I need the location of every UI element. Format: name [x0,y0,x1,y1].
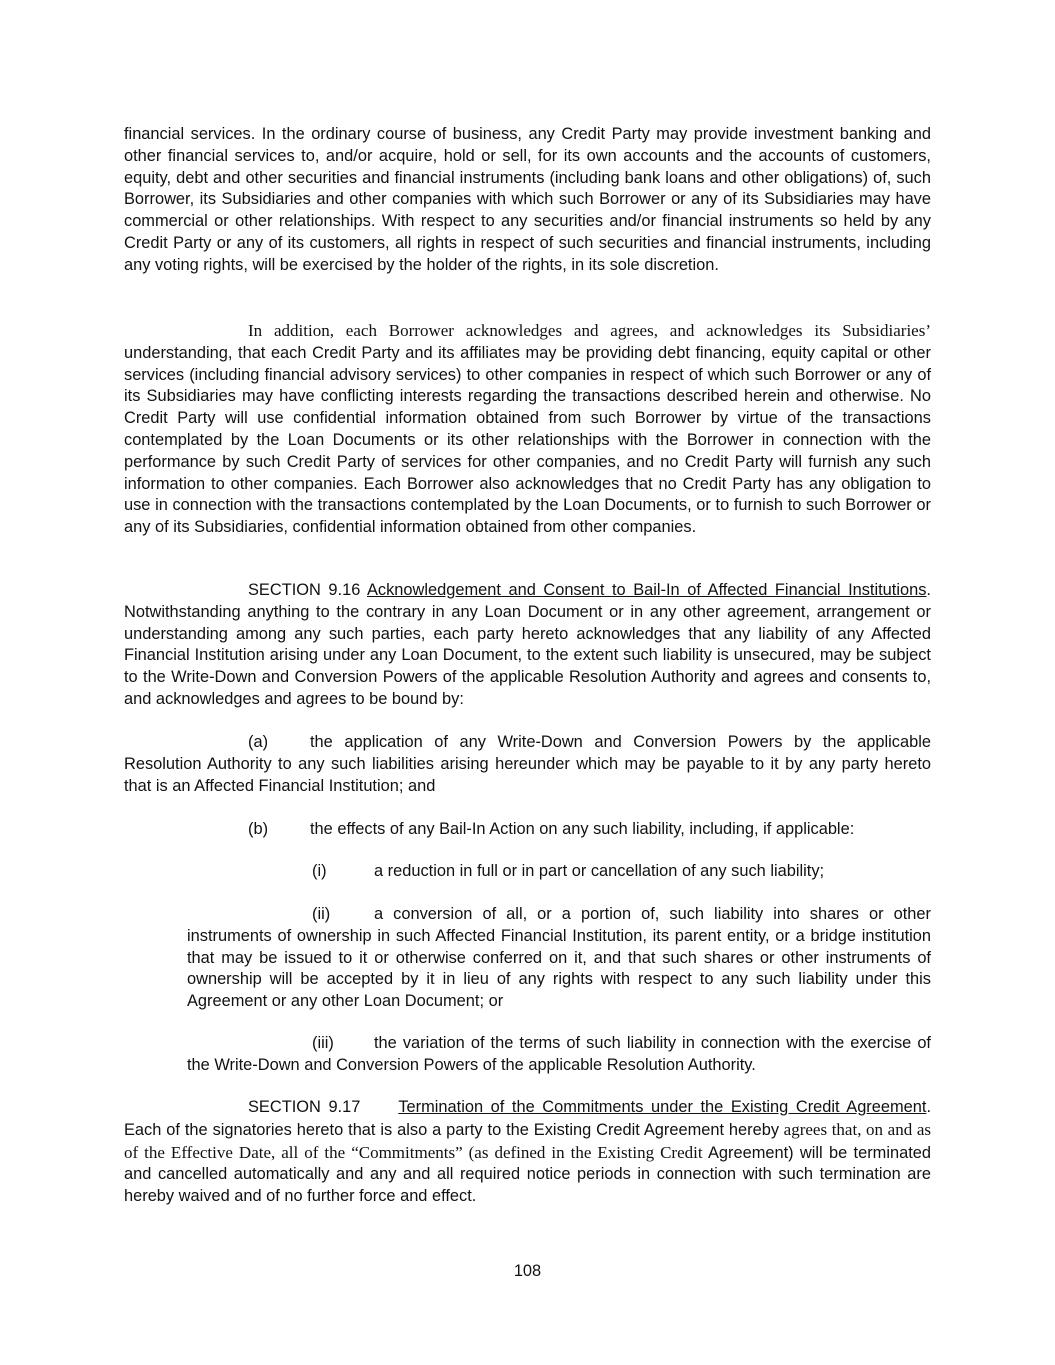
section-9-16 [124,580,931,711]
list-text: the variation of the terms of such liability in connection with the exercise of the Write-Down and Conversion Powers of the applicable Resolution Authority. [187,1034,931,1074]
list-item-b [248,819,931,841]
list-marker: (ii) [312,905,331,923]
list-marker: (a) [248,733,269,751]
page-number: 108 [513,1262,542,1280]
list-text: a conversion of all, or a portion of, such liability into shares or other instruments of ownership in such Affected Financial Institution, its parent entity, or a bridge institution that may be issued to it or otherwise conferred on it, and that such shares or other instruments of ownership will be accepted by it in lieu of any rights with respect to any such liability under this Agreement or any other Loan Document; or [187,905,931,1011]
paragraph-borrower-acknowledges [124,320,931,539]
paragraph-text: financial services. In the ordinary course of business, any Credit Party may provide investment banking and other financial services to, and/or acquire, hold or sell, for its own accounts and the accounts of customers, equity, debt and other securities and financial instruments (including bank loans and other obligations) of, such Borrower, its Subsidiaries and other companies with which such Borrower or any of its Subsidiaries may have commercial or other relationships. With respect to any securities and/or financial instruments so held by any Credit Party or any of its customers, all rights in respect of such securities and financial instruments, including any voting rights, will be exercised by the holder of the rights, in its sole discretion. [124,125,931,274]
list-marker: (iii) [312,1034,334,1052]
section-text-serif: agrees that, on and as of the Effective Date, all of the “Commitments” (as defined in the Existing Credit [124,1119,931,1162]
list-item-i [312,861,931,883]
list-text: the effects of any Bail-In Action on any such liability, including, if applicable: [310,820,855,838]
section-text: Agreement) will be terminated and cancelled automatically and any and all required notice periods in connection with such termination are hereby waived and of no further force and effect. [124,1143,931,1206]
section-label: SECTION 9.17 [248,1098,361,1116]
list-item-ii [187,904,931,1013]
section-label: SECTION 9.16 [248,581,361,599]
list-marker: (b) [248,820,269,838]
list-text: the application of any Write-Down and Conversion Powers by the applicable Resolution Authority to any such liabilities arising hereunder which may be payable to it by any party hereto that is an Affected Financial Institution; and [124,733,931,795]
list-text: a reduction in full or in part or cancellation of any such liability; [374,862,825,880]
list-item-a [124,732,931,797]
section-heading: Acknowledgement and Consent to Bail-In of Affected Financial Institutions [366,581,927,599]
list-item-iii [187,1033,931,1077]
section-9-17 [124,1097,931,1208]
paragraph-text: understanding, that each Credit Party and its affiliates may be providing debt financing, equity capital or other services (including financial advisory services) to other companies in respect of which such Borrower or any of its Subsidiaries may have conflicting interests regarding the transactions described herein and otherwise. No Credit Party will use confidential information obtained from such Borrower by virtue of the transactions contemplated by the Loan Documents or its other relationships with the Borrower in connection with the performance by such Credit Party of services for other companies, and no Credit Party will furnish any such information to other companies. Each Borrower also acknowledges that no Credit Party has any obligation to use in connection with the transactions contemplated by the Loan Documents, or to furnish to such Borrower or any of its Subsidiaries, confidential information obtained from other companies. [124,343,931,537]
paragraph-financial-services [124,124,931,277]
section-text: . Each of the signatories hereto that is also a party to the Existing Credit Agreement hereby [124,1098,931,1139]
section-text: . Notwithstanding anything to the contrary in any Loan Document or in any other agreement, arrangement or understanding among any such parties, each party hereto acknowledges that any liability of any Affected Financial Institution arising under any Loan Document, to the extent such liability is unsecured, may be subject to the Write-Down and Conversion Powers of the applicable Resolution Authority and agrees and consents to, and acknowledges and agrees to be bound by: [124,581,931,708]
section-heading: Termination of the Commitments under the Existing Credit Agreement [398,1098,927,1116]
list-marker: (i) [312,862,327,880]
paragraph-lead-text: In addition, each Borrower acknowledges and agrees, and acknowledges its Subsidiaries’ [248,321,931,340]
